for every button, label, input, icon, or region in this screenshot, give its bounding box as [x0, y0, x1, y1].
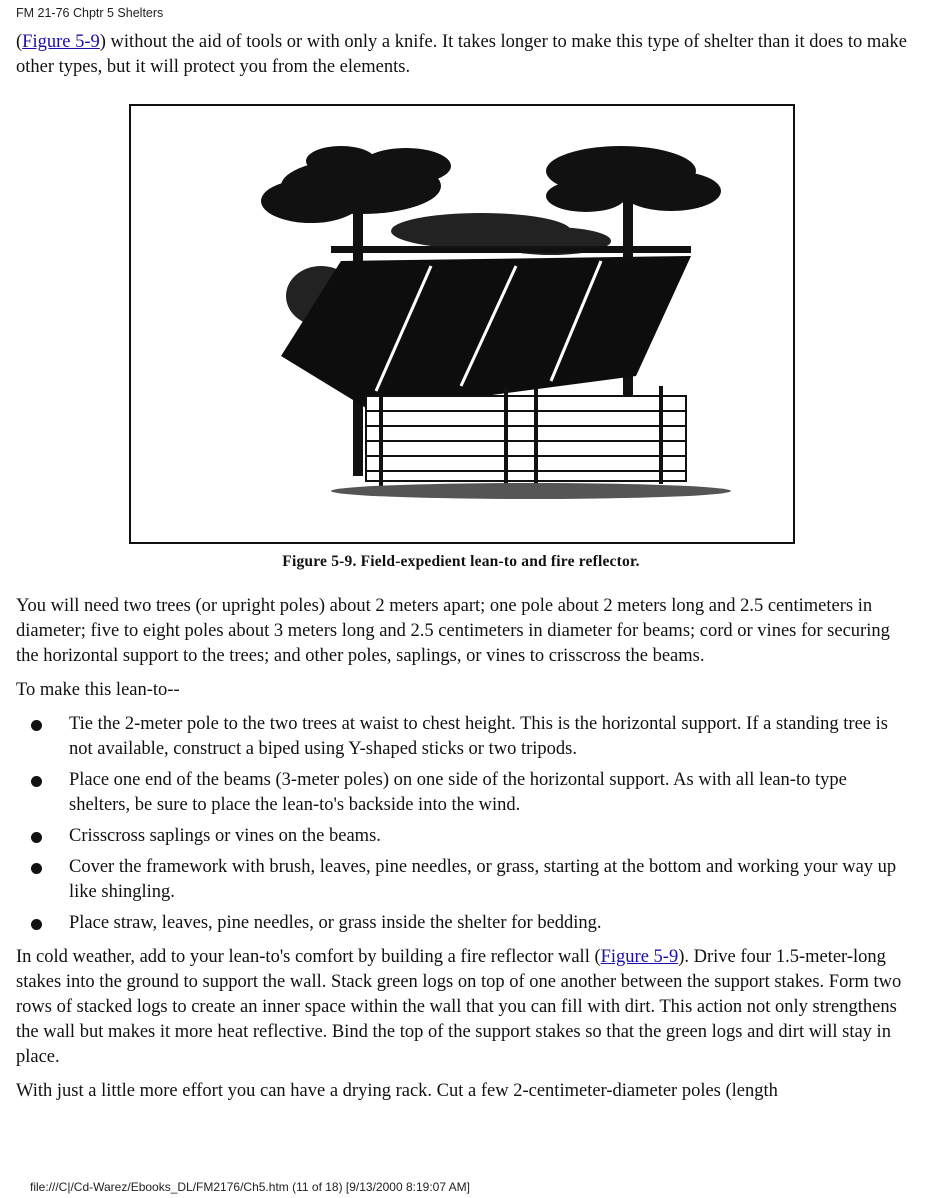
figure-link[interactable]: Figure 5-9 — [22, 32, 100, 52]
bullet-icon — [31, 720, 42, 731]
intro-text: ) without the aid of tools or with only a knife. It takes longer to make this type of shelter than it does to make other types, but it will protect you from the elements. — [16, 32, 907, 77]
main-body — [16, 594, 912, 1113]
fire-reflector-wall — [366, 386, 686, 486]
list-item: Place one end of the beams (3-meter poles) on one side of the horizontal support. As with all lean-to type shelters, be sure to place the lean-to's backside into the wind. — [16, 768, 912, 818]
figure-frame — [129, 104, 795, 544]
figure-caption: Figure 5-9. Field-expedient lean-to and fire reflector. — [282, 553, 640, 570]
list-item: Tie the 2-meter pole to the two trees at waist to chest height. This is the horizontal support. If a standing tree is not available, construct a biped using Y-shaped sticks or two tripods. — [16, 712, 912, 762]
lean-to-illustration — [131, 106, 793, 542]
bullet-icon — [31, 776, 42, 787]
ground-shadow — [331, 483, 731, 499]
steps-list — [16, 712, 912, 936]
bullet-icon — [31, 832, 42, 843]
materials-paragraph: You will need two trees (or upright poles) about 2 meters apart; one pole about 2 meters long and 2.5 centimeters in diameter; five to eight poles about 3 meters long and 2.5 centimeters in diameter for beams; cord or vines for securing the horizontal support to the trees; and other poles, saplings, or vines to crisscross the beams. — [16, 596, 890, 666]
list-item: Crisscross saplings or vines on the beams. — [16, 824, 912, 849]
intro-open-paren: ( — [16, 32, 23, 52]
page-footer: file:///C|/Cd-Warez/Ebooks_DL/FM2176/Ch5.htm (11 of 18) [9/13/2000 8:19:07 AM] — [30, 1180, 471, 1194]
bullet-icon — [31, 863, 42, 874]
figure-link[interactable]: Figure 5-9 — [600, 947, 679, 967]
drying-rack-paragraph: With just a little more effort you can have a drying rack. Cut a few 2-centimeter-diameter poles (length — [16, 1081, 778, 1101]
bullet-icon — [31, 919, 42, 930]
steps-intro: To make this lean-to-- — [16, 680, 180, 700]
cold-weather-paragraph: In cold weather, add to your lean-to's comfort by building a fire reflector wall (Figure 5-9). Drive four 1.5-meter-long stakes into the ground to support the wall. Stack green logs on top of one another between the support stakes. Form two rows of stacked logs to create an inner space within the wall that you can fill with dirt. This action not only strengthens the wall but makes it more heat reflective. Bind the top of the support stakes so that the green logs and dirt will stay in place. — [16, 947, 902, 1067]
horizontal-support — [331, 246, 691, 253]
page-header: FM 21-76 Chptr 5 Shelters — [16, 6, 164, 20]
list-item: Place straw, leaves, pine needles, or grass inside the shelter for bedding. — [16, 911, 912, 936]
list-item: Cover the framework with brush, leaves, pine needles, or grass, starting at the bottom and working your way up like shingling. — [16, 855, 912, 905]
intro-paragraph — [16, 30, 912, 80]
